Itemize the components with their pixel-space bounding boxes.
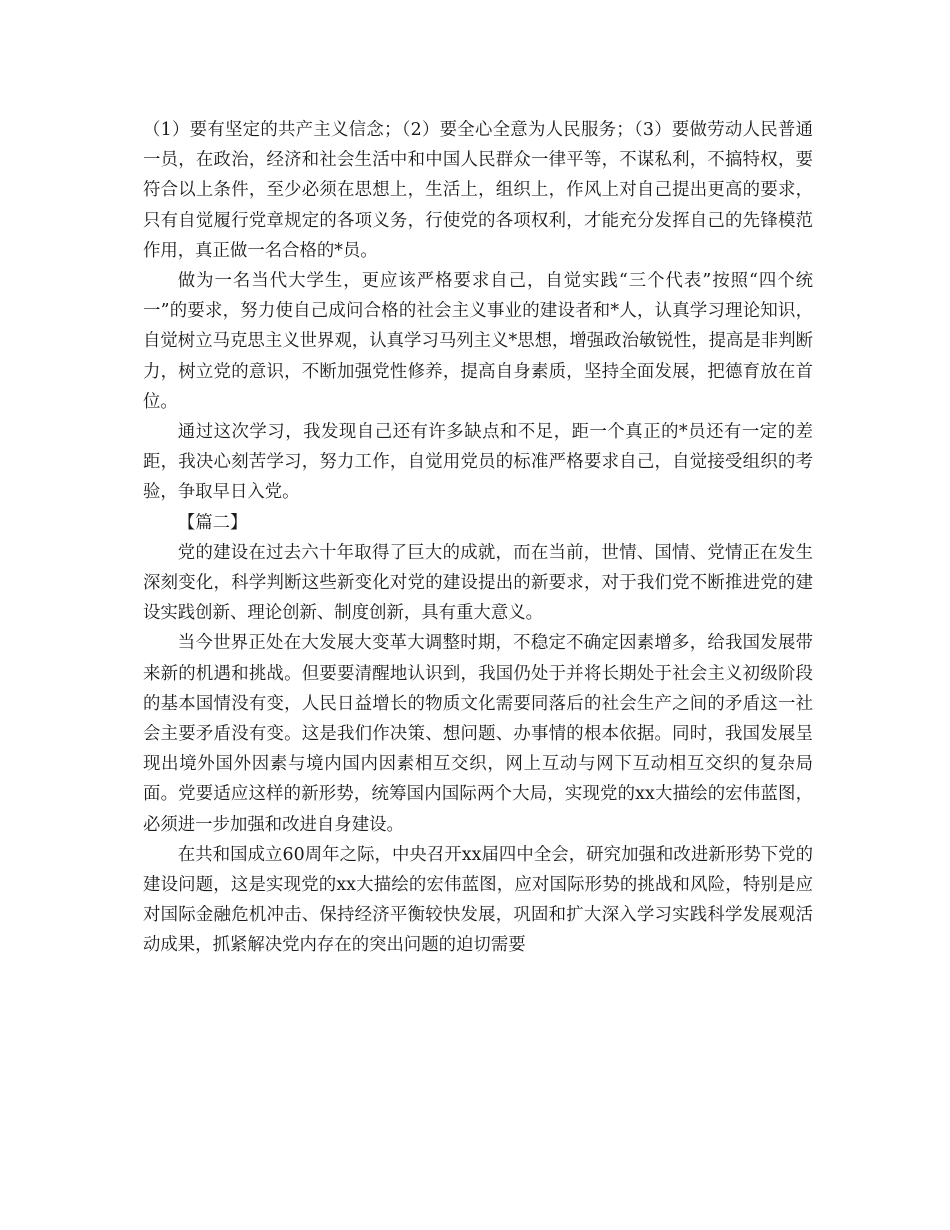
- paragraph: （1）要有坚定的共产主义信念；（2）要全心全意为人民服务；（3）要做劳动人民普通一员，在政治，经济和社会生活中和中国人民群众一律平等，不谋私利，不搞特权，要符合以上条件，至少必须在思想上，生活上，组织上，作风上对自己提出更高的要求，只有自觉履行党章规定的各项义务，行使党的各项权利，才能充分发挥自己的先锋模范作用，真正做一名合格的*员。: [143, 120, 813, 261]
- paragraph: 当今世界正处在大发展大变革大调整时期，不稳定不确定因素增多，给我国发展带来新的机遇和挑战。但要要清醒地认识到，我国仍处于并将长期处于社会主义初级阶段的基本国情没有变，人民日益增长的物质文化需要同落后的社会生产之间的矛盾这一社会主要矛盾没有变。这是我们作决策、想问题、办事情的根本依据。同时，我国发展呈现出境外国外因素与境内国内因素相互交织，网上互动与网下互动相互交织的复杂局面。党要适应这样的新形势，统筹国内国际两个大局，实现党的xx大描绘的宏伟蓝图，必须进一步加强和改进自身建设。: [143, 633, 813, 835]
- section-heading: 【篇二】: [177, 512, 248, 533]
- document-page: [143, 115, 813, 961]
- paragraph: 通过这次学习，我发现自己还有许多缺点和不足，距一个真正的*员还有一定的差距，我决心刻苦学习，努力工作，自觉用党员的标准严格要求自己，自觉接受组织的考验，争取早日入党。: [143, 422, 813, 503]
- paragraph: 党的建设在过去六十年取得了巨大的成就，而在当前，世情、国情、党情正在发生深刻变化，科学判断这些新变化对党的建设提出的新要求，对于我们党不断推进党的建设实践创新、理论创新、制度创新，具有重大意义。: [143, 542, 813, 624]
- paragraph: 在共和国成立60周年之际，中央召开xx届四中全会，研究加强和改进新形势下党的建设问题，这是实现党的xx大描绘的宏伟蓝图，应对国际形势的挑战和风险，特别是应对国际金融危机冲击、保持经济平衡较快发展，巩固和扩大深入学习实践科学发展观活动成果，抓紧解决党内存在的突出问题的迫切需要: [143, 844, 813, 956]
- paragraph: 做为一名当代大学生，更应该严格要求自己，自觉实践“三个代表”按照“四个统一”的要求，努力使自己成问合格的社会主义事业的建设者和*人，认真学习理论知识，自觉树立马克思主义世界观，认真学习马列主义*思想，增强政治敏锐性，提高是非判断力，树立党的意识，不断加强党性修养，提高自身素质，坚持全面发展，把德育放在首位。: [143, 271, 813, 412]
